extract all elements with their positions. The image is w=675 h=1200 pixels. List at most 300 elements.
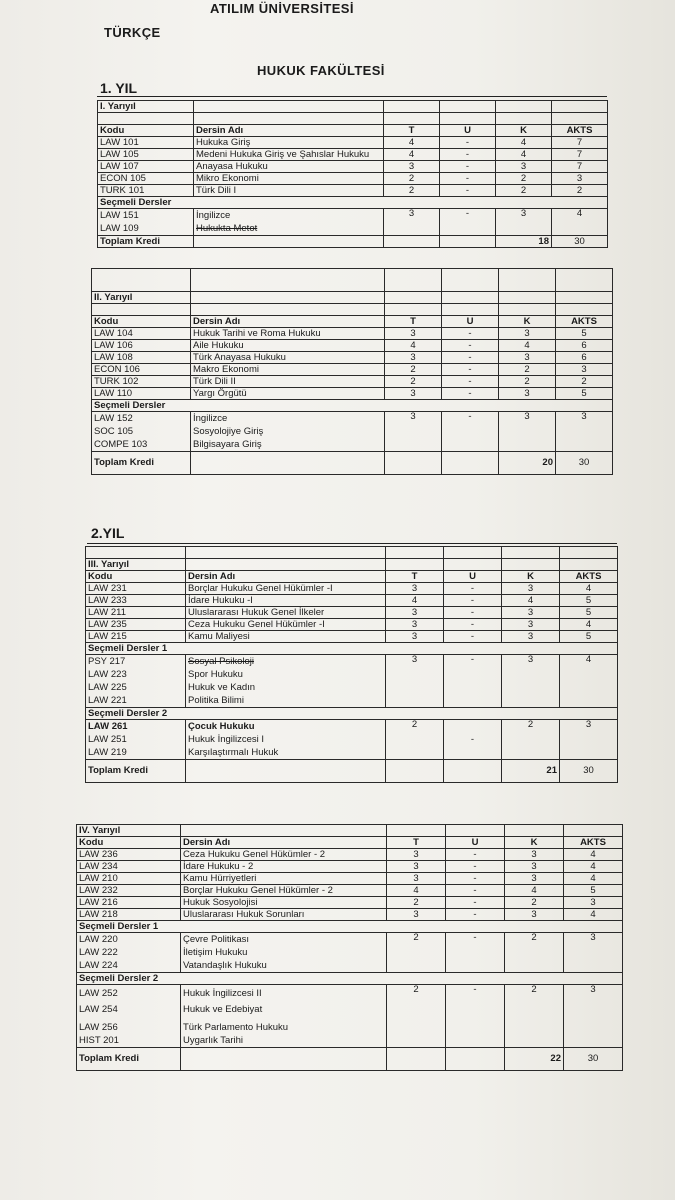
- year-2-heading: 2.YIL: [91, 525, 125, 541]
- table-cell: LAW 101: [98, 137, 194, 149]
- empty-cell: [186, 559, 386, 571]
- empty-cell: [386, 760, 444, 783]
- empty-cell: [560, 547, 618, 559]
- table-cell: Seçmeli Dersler: [98, 197, 608, 209]
- table-cell: 2: [387, 897, 446, 909]
- table-cell: 2: [496, 185, 552, 197]
- empty-cell: [181, 1048, 387, 1071]
- elective-name: İngilizce: [193, 413, 228, 424]
- table-cell: LAW 105: [98, 149, 194, 161]
- table-cell: LAW 215: [86, 631, 186, 643]
- table-cell: 2: [556, 376, 613, 388]
- table-cell: -: [440, 185, 496, 197]
- table-cell: Seçmeli Dersler 1: [77, 921, 623, 933]
- course-row: [98, 173, 608, 185]
- table-cell: İdare Hukuku - 2: [181, 861, 387, 873]
- table-cell: LAW 231: [86, 583, 186, 595]
- table-cell: T: [385, 316, 442, 328]
- empty-cell: [194, 209, 384, 236]
- table-cell: Kodu: [86, 571, 186, 583]
- table-cell: LAW 104: [92, 328, 191, 340]
- table-cell: 4: [564, 909, 623, 921]
- table-cell: LAW 211: [86, 607, 186, 619]
- elective-name: Karşılaştırmalı Hukuk: [188, 747, 279, 758]
- elective-code: LAW 221: [88, 695, 127, 706]
- table-cell: -: [444, 619, 502, 631]
- table-cell: Seçmeli Dersler 2: [77, 973, 623, 985]
- course-row: [77, 873, 623, 885]
- table-cell: 4: [384, 137, 440, 149]
- empty-cell: [442, 452, 499, 475]
- semester-2-table: [91, 268, 613, 475]
- year-1-underline: [97, 96, 607, 97]
- elective-name: Spor Hukuku: [188, 669, 243, 680]
- table-cell: 18: [496, 236, 552, 248]
- table-cell: 7: [552, 149, 608, 161]
- table-cell: -: [446, 897, 505, 909]
- semester-title: IV. Yarıyıl: [77, 825, 181, 837]
- empty-cell: [564, 825, 623, 837]
- table-cell: -: [444, 607, 502, 619]
- table-cell: 2: [499, 376, 556, 388]
- table-cell: 2: [387, 933, 446, 973]
- elective-code: LAW 256: [79, 1022, 118, 1033]
- table-cell: -: [440, 137, 496, 149]
- empty-cell: [186, 655, 386, 708]
- course-row: [92, 376, 613, 388]
- table-cell: 4: [564, 861, 623, 873]
- table-cell: 4: [384, 149, 440, 161]
- elective-code: COMPE 103: [94, 439, 148, 450]
- table-cell: -: [444, 583, 502, 595]
- table-cell: 3: [386, 583, 444, 595]
- table-cell: 4: [560, 655, 618, 708]
- table-cell: 4: [386, 595, 444, 607]
- empty-cell: [86, 547, 186, 559]
- table-cell: 21: [502, 760, 560, 783]
- table-cell: U: [444, 571, 502, 583]
- table-cell: AKTS: [552, 125, 608, 137]
- table-cell: Medeni Hukuka Giriş ve Şahıslar Hukuku: [194, 149, 384, 161]
- empty-cell: [446, 825, 505, 837]
- empty-cell: [194, 113, 384, 125]
- empty-cell: [442, 292, 499, 304]
- empty-cell: [444, 547, 502, 559]
- elective-header-row: [77, 921, 623, 933]
- table-cell: K: [502, 571, 560, 583]
- table-cell: 3: [560, 720, 618, 760]
- table-cell: K: [505, 837, 564, 849]
- elective-name: Çocuk Hukuku: [188, 721, 255, 732]
- table-cell: TURK 102: [92, 376, 191, 388]
- empty-cell: [191, 452, 385, 475]
- elective-name: İngilizce: [196, 210, 231, 221]
- table-cell: LAW 218: [77, 909, 181, 921]
- table-cell: Hukuk Tarihi ve Roma Hukuku: [191, 328, 385, 340]
- column-header-row: [98, 125, 608, 137]
- empty-cell: [77, 933, 181, 973]
- table-cell: K: [496, 125, 552, 137]
- empty-cell: [496, 113, 552, 125]
- table-cell: 4: [496, 149, 552, 161]
- elective-group: [92, 412, 613, 452]
- table-cell: Anayasa Hukuku: [194, 161, 384, 173]
- table-cell: 4: [560, 583, 618, 595]
- table-cell: 4: [505, 885, 564, 897]
- table-cell: LAW 233: [86, 595, 186, 607]
- table-cell: Toplam Kredi: [86, 760, 186, 783]
- table-cell: U: [440, 125, 496, 137]
- table-cell: 30: [556, 452, 613, 475]
- course-row: [86, 619, 618, 631]
- table-cell: 3: [386, 619, 444, 631]
- elective-group: [98, 209, 608, 236]
- semester-title: III. Yarıyıl: [86, 559, 186, 571]
- table-cell: AKTS: [556, 316, 613, 328]
- table-cell: T: [386, 571, 444, 583]
- university-name: ATILIM ÜNİVERSİTESİ: [210, 1, 354, 16]
- table-cell: 3: [496, 161, 552, 173]
- table-cell: LAW 210: [77, 873, 181, 885]
- empty-cell: [191, 269, 385, 292]
- empty-cell: [385, 292, 442, 304]
- table-cell: 2: [386, 720, 444, 760]
- table-cell: AKTS: [560, 571, 618, 583]
- table-cell: 3: [385, 352, 442, 364]
- table-cell: 6: [556, 352, 613, 364]
- table-cell: T: [384, 125, 440, 137]
- table-cell: 3: [552, 173, 608, 185]
- empty-cell: [556, 304, 613, 316]
- total-row: [98, 236, 608, 248]
- table-cell: -: [444, 595, 502, 607]
- table-cell: 6: [556, 340, 613, 352]
- elective-name: Hukuk ve Kadın: [188, 682, 256, 693]
- table-cell: 3: [502, 619, 560, 631]
- course-row: [92, 352, 613, 364]
- empty-cell: [446, 1048, 505, 1071]
- empty-cell: [92, 269, 191, 292]
- table-cell: LAW 107: [98, 161, 194, 173]
- table-cell: Borçlar Hukuku Genel Hükümler - 2: [181, 885, 387, 897]
- table-cell: -: [442, 364, 499, 376]
- table-cell: 3: [499, 412, 556, 452]
- course-row: [77, 849, 623, 861]
- total-row: [92, 452, 613, 475]
- table-cell: -: [442, 412, 499, 452]
- elective-code: HIST 201: [79, 1035, 119, 1046]
- column-header-row: [92, 316, 613, 328]
- table-cell: 3: [564, 933, 623, 973]
- empty-cell: [86, 655, 186, 708]
- table-cell: -: [442, 340, 499, 352]
- empty-cell: [440, 113, 496, 125]
- elective-code: PSY 217: [88, 656, 126, 667]
- empty-cell: [499, 304, 556, 316]
- table-cell: -: [442, 352, 499, 364]
- empty-cell: [499, 292, 556, 304]
- elective-code: LAW 223: [88, 669, 127, 680]
- elective-code: LAW 220: [79, 934, 118, 945]
- empty-cell: [496, 101, 552, 113]
- table-cell: Kodu: [77, 837, 181, 849]
- table-cell: -: [440, 149, 496, 161]
- table-cell: U: [446, 837, 505, 849]
- table-cell: 3: [499, 388, 556, 400]
- empty-cell: [552, 113, 608, 125]
- empty-cell: [386, 547, 444, 559]
- course-row: [77, 909, 623, 921]
- elective-name: Hukuk İngilizcesi II: [183, 988, 262, 999]
- elective-name: Çevre Politikası: [183, 934, 249, 945]
- elective-name-struck: Hukukta Metot: [196, 223, 258, 234]
- table-cell: LAW 106: [92, 340, 191, 352]
- elective-code: LAW 152: [94, 413, 133, 424]
- empty-cell: [194, 236, 384, 248]
- elective-group: [86, 720, 618, 760]
- semester-3-table: [85, 546, 618, 783]
- table-cell: 2: [385, 376, 442, 388]
- table-cell: Toplam Kredi: [77, 1048, 181, 1071]
- table-cell: 22: [505, 1048, 564, 1071]
- table-cell: -: [446, 985, 505, 1048]
- table-cell: 2: [496, 173, 552, 185]
- table-cell: Seçmeli Dersler 2: [86, 708, 618, 720]
- table-cell: Yargı Örgütü: [191, 388, 385, 400]
- empty-cell: [194, 101, 384, 113]
- empty-cell: [444, 559, 502, 571]
- elective-header-row: [77, 973, 623, 985]
- empty-cell: [181, 825, 387, 837]
- elective-header-row: [92, 400, 613, 412]
- empty-cell: [385, 269, 442, 292]
- course-row: [92, 388, 613, 400]
- elective-code: LAW 222: [79, 947, 118, 958]
- empty-cell: [77, 985, 181, 1048]
- table-cell: LAW 110: [92, 388, 191, 400]
- empty-cell: [191, 304, 385, 316]
- table-cell: LAW 108: [92, 352, 191, 364]
- table-cell: Uluslararası Hukuk Genel İlkeler: [186, 607, 386, 619]
- table-cell: LAW 236: [77, 849, 181, 861]
- table-cell: 5: [556, 388, 613, 400]
- table-cell: 2: [505, 933, 564, 973]
- table-cell: 3: [386, 631, 444, 643]
- course-row: [77, 861, 623, 873]
- table-cell: TURK 101: [98, 185, 194, 197]
- elective-code: LAW 252: [79, 988, 118, 999]
- empty-cell: [186, 547, 386, 559]
- empty-cell: [499, 269, 556, 292]
- empty-cell: [442, 304, 499, 316]
- table-cell: Toplam Kredi: [98, 236, 194, 248]
- empty-cell: [98, 209, 194, 236]
- table-cell: Kodu: [98, 125, 194, 137]
- table-cell: 4: [564, 849, 623, 861]
- table-cell: -: [440, 209, 496, 236]
- empty-cell: [552, 101, 608, 113]
- empty-cell: [387, 1048, 446, 1071]
- year-2-underline: [87, 543, 617, 544]
- empty-cell: [181, 985, 387, 1048]
- table-cell: Makro Ekonomi: [191, 364, 385, 376]
- table-cell: 3: [387, 909, 446, 921]
- table-cell: Aile Hukuku: [191, 340, 385, 352]
- table-cell: 3: [502, 631, 560, 643]
- course-row: [98, 161, 608, 173]
- table-cell: Hukuka Giriş: [194, 137, 384, 149]
- table-cell: 30: [560, 760, 618, 783]
- elective-group: [77, 985, 623, 1048]
- table-cell: 3: [384, 209, 440, 236]
- table-cell: 30: [564, 1048, 623, 1071]
- empty-cell: [386, 559, 444, 571]
- table-cell: LAW 235: [86, 619, 186, 631]
- course-row: [77, 897, 623, 909]
- course-row: [77, 885, 623, 897]
- table-cell: 4: [564, 873, 623, 885]
- table-cell: -: [446, 885, 505, 897]
- table-cell: -: [446, 873, 505, 885]
- course-row: [92, 328, 613, 340]
- column-header-row: [77, 837, 623, 849]
- table-cell: 3: [564, 985, 623, 1048]
- course-row: [86, 583, 618, 595]
- table-cell: T: [387, 837, 446, 849]
- table-cell: 7: [552, 161, 608, 173]
- table-cell: 3: [387, 849, 446, 861]
- table-cell: 30: [552, 236, 608, 248]
- table-cell: Dersin Adı: [181, 837, 387, 849]
- empty-cell: [556, 269, 613, 292]
- empty-cell: [387, 825, 446, 837]
- total-row: [77, 1048, 623, 1071]
- table-cell: 3: [505, 909, 564, 921]
- table-cell: ECON 105: [98, 173, 194, 185]
- table-cell: Ceza Hukuku Genel Hükümler -I: [186, 619, 386, 631]
- table-cell: Türk Anayasa Hukuku: [191, 352, 385, 364]
- table-cell: Seçmeli Dersler: [92, 400, 613, 412]
- elective-name: Bilgisayara Giriş: [193, 439, 262, 450]
- elective-group: [86, 655, 618, 708]
- table-cell: 3: [385, 328, 442, 340]
- elective-header-row: [86, 708, 618, 720]
- elective-code: LAW 151: [100, 210, 139, 221]
- table-cell: Türk Dili I: [194, 185, 384, 197]
- table-cell: 4: [552, 209, 608, 236]
- elective-name: Uygarlık Tarihi: [183, 1035, 244, 1046]
- elective-group: [77, 933, 623, 973]
- table-cell: 3: [386, 607, 444, 619]
- empty-cell: [440, 236, 496, 248]
- empty-cell: [186, 720, 386, 760]
- table-cell: İdare Hukuku -I: [186, 595, 386, 607]
- table-cell: Borçlar Hukuku Genel Hükümler -I: [186, 583, 386, 595]
- table-cell: -: [442, 328, 499, 340]
- table-cell: 4: [502, 595, 560, 607]
- table-cell: 7: [552, 137, 608, 149]
- table-cell: 3: [564, 897, 623, 909]
- empty-cell: [505, 825, 564, 837]
- table-cell: 2: [385, 364, 442, 376]
- year-1-heading: 1. YIL: [100, 80, 138, 96]
- table-cell: Seçmeli Dersler 1: [86, 643, 618, 655]
- table-cell: 2: [505, 985, 564, 1048]
- elective-code: LAW 219: [88, 747, 127, 758]
- table-cell: 4: [496, 137, 552, 149]
- elective-name: Hukuk İngilizcesi I: [188, 734, 265, 745]
- elective-name: Vatandaşlık Hukuku: [183, 960, 267, 971]
- course-row: [86, 631, 618, 643]
- language-label: TÜRKÇE: [104, 25, 161, 40]
- table-cell: -: [446, 909, 505, 921]
- table-cell: -: [442, 388, 499, 400]
- empty-cell: [502, 547, 560, 559]
- table-cell: LAW 234: [77, 861, 181, 873]
- table-cell: 3: [556, 364, 613, 376]
- table-cell: 3: [502, 655, 560, 708]
- elective-code: LAW 109: [100, 223, 139, 234]
- empty-cell: [86, 720, 186, 760]
- course-row: [86, 595, 618, 607]
- table-cell: -: [446, 933, 505, 973]
- elective-header-row: [98, 197, 608, 209]
- table-cell: 2: [387, 985, 446, 1048]
- table-cell: 5: [560, 595, 618, 607]
- table-cell: 3: [556, 412, 613, 452]
- elective-code: SOC 105: [94, 426, 134, 437]
- course-row: [98, 137, 608, 149]
- empty-cell: [92, 304, 191, 316]
- empty-cell: [444, 760, 502, 783]
- table-cell: 3: [387, 873, 446, 885]
- elective-name: Politika Bilimi: [188, 695, 244, 706]
- table-cell: -: [446, 861, 505, 873]
- empty-cell: [181, 933, 387, 973]
- course-row: [86, 607, 618, 619]
- table-cell: 4: [385, 340, 442, 352]
- table-cell: -: [442, 376, 499, 388]
- empty-cell: [191, 292, 385, 304]
- table-cell: 3: [496, 209, 552, 236]
- table-cell: 2: [384, 173, 440, 185]
- table-cell: -: [440, 173, 496, 185]
- empty-cell: [556, 292, 613, 304]
- table-cell: -: [444, 720, 502, 760]
- elective-code: LAW 224: [79, 960, 118, 971]
- table-cell: 3: [505, 849, 564, 861]
- table-cell: 3: [502, 607, 560, 619]
- table-cell: 3: [385, 412, 442, 452]
- semester-title: II. Yarıyıl: [92, 292, 191, 304]
- table-cell: U: [442, 316, 499, 328]
- table-cell: Hukuk Sosyolojisi: [181, 897, 387, 909]
- empty-cell: [191, 412, 385, 452]
- semester-1-table: [97, 100, 608, 248]
- table-cell: 5: [560, 631, 618, 643]
- semester-4-table: [76, 824, 623, 1071]
- table-cell: 2: [384, 185, 440, 197]
- table-cell: 3: [505, 873, 564, 885]
- course-row: [98, 149, 608, 161]
- table-cell: K: [499, 316, 556, 328]
- elective-name: Hukuk ve Edebiyat: [183, 1004, 263, 1015]
- table-cell: Kodu: [92, 316, 191, 328]
- column-header-row: [86, 571, 618, 583]
- table-cell: -: [446, 849, 505, 861]
- empty-cell: [385, 452, 442, 475]
- empty-cell: [186, 760, 386, 783]
